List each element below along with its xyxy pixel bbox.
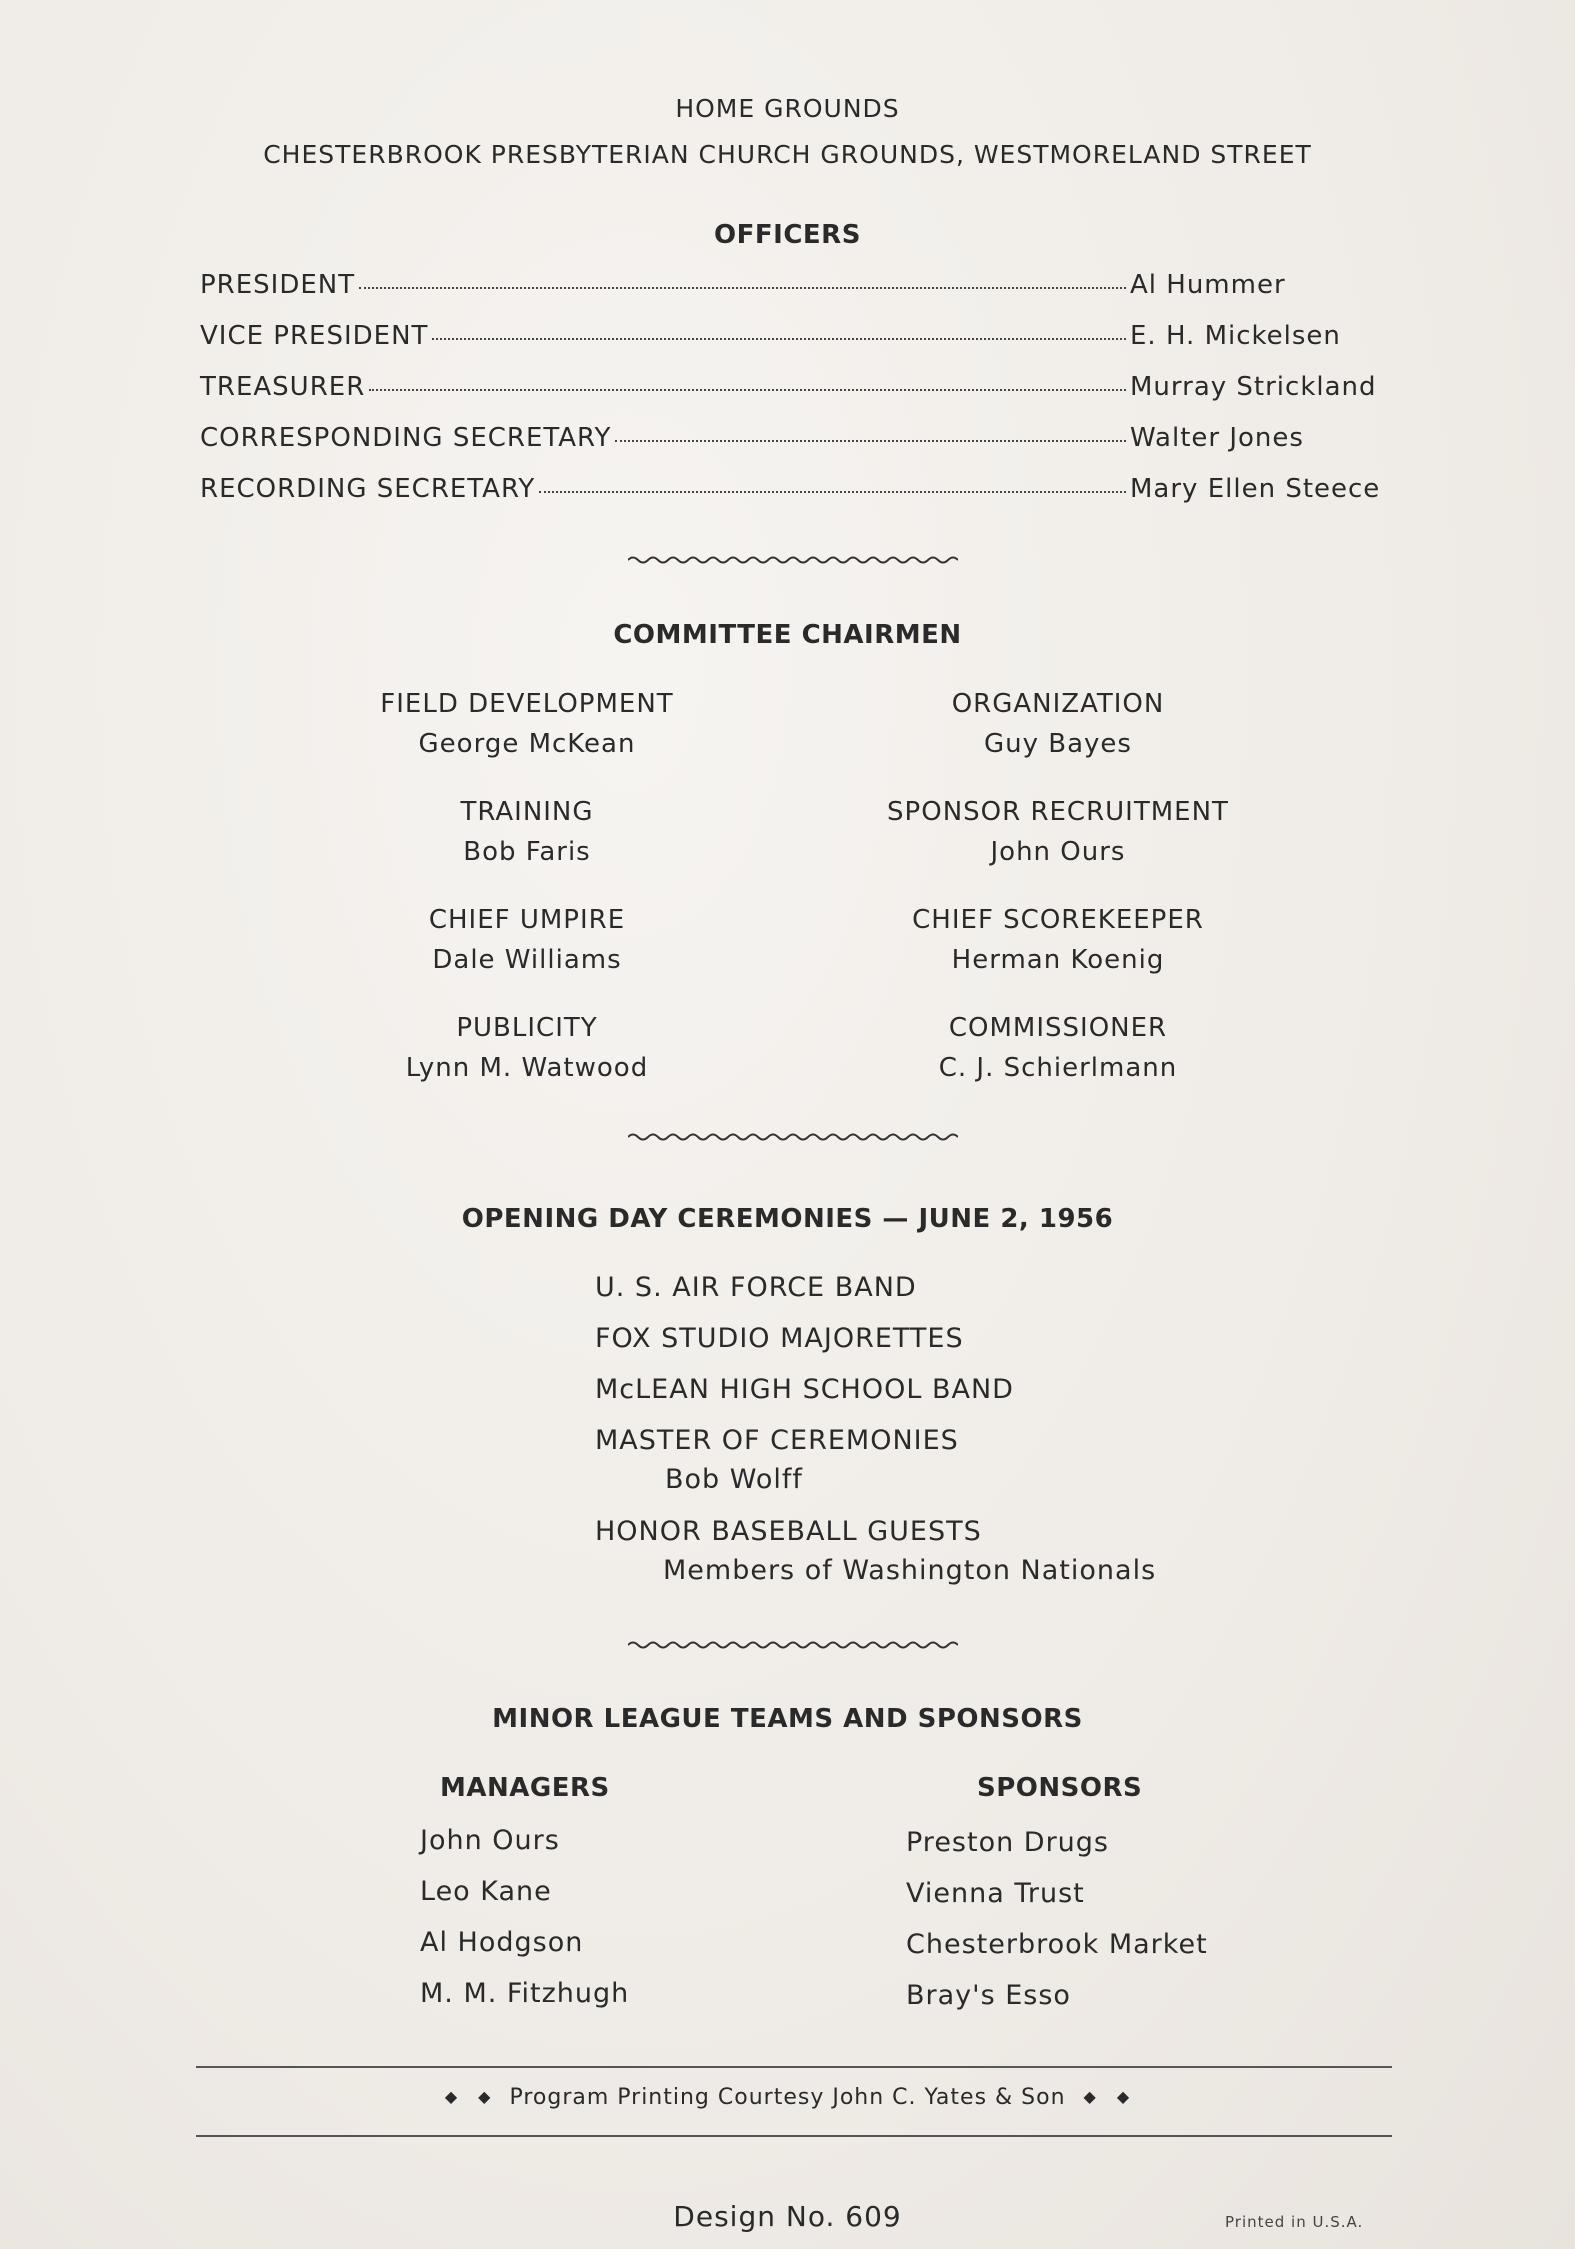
diamond-ornament-icon: ◆	[444, 2087, 459, 2106]
credit-text: Program Printing Courtesy John C. Yates & Son	[509, 2085, 1066, 2110]
committee-role: TRAINING	[460, 797, 594, 827]
sponsor-name: Chesterbrook Market	[906, 1929, 1208, 1960]
ceremony-sub: Bob Wolff	[665, 1464, 803, 1495]
leader-dots	[369, 389, 1126, 391]
committee-role: ORGANIZATION	[951, 689, 1165, 719]
leader-dots	[615, 440, 1126, 442]
leader-dots	[432, 338, 1126, 340]
committee-name: George McKean	[418, 729, 636, 759]
manager-name: M. M. Fitzhugh	[420, 1978, 630, 2009]
footer-rule-top	[196, 2066, 1392, 2068]
officer-role: PRESIDENT	[200, 270, 356, 300]
opening-day-title: OPENING DAY CEREMONIES — JUNE 2, 1956	[461, 1204, 1114, 1234]
design-number: Design No. 609	[673, 2200, 902, 2233]
committee-role: CHIEF SCOREKEEPER	[912, 905, 1204, 935]
committee-name: C. J. Schierlmann	[938, 1053, 1178, 1083]
ceremony-item: McLEAN HIGH SCHOOL BAND	[595, 1374, 1014, 1405]
committee-entry	[277, 792, 777, 872]
diamond-ornament-icon: ◆	[1116, 2087, 1131, 2106]
manager-name: John Ours	[420, 1825, 560, 1856]
committee-name: John Ours	[990, 837, 1126, 867]
committee-entry	[277, 684, 777, 764]
committee-role: PUBLICITY	[456, 1013, 598, 1043]
manager-name: Leo Kane	[420, 1876, 552, 1907]
squiggle-divider	[628, 1638, 958, 1652]
committee-entry	[277, 1008, 777, 1088]
diamond-ornament-icon: ◆	[478, 2087, 492, 2106]
officer-role: RECORDING SECRETARY	[200, 474, 536, 504]
committee-role: CHIEF UMPIRE	[428, 905, 626, 935]
officer-name: Walter Jones	[1130, 423, 1304, 453]
printed-in-usa: Printed in U.S.A.	[1225, 2213, 1364, 2231]
ceremony-item: U. S. AIR FORCE BAND	[595, 1272, 917, 1303]
ceremony-item: MASTER OF CEREMONIES	[595, 1425, 959, 1456]
sponsor-name: Vienna Trust	[906, 1878, 1085, 1909]
sponsor-name: Bray's Esso	[906, 1980, 1071, 2011]
committee-title: COMMITTEE CHAIRMEN	[613, 620, 962, 650]
footer-rule-bottom	[196, 2135, 1392, 2137]
committee-entry	[808, 900, 1308, 980]
home-grounds-location: CHESTERBROOK PRESBYTERIAN CHURCH GROUNDS, WESTMORELAND STREET	[263, 140, 1312, 169]
managers-heading: MANAGERS	[440, 1773, 610, 1803]
committee-name: Lynn M. Watwood	[405, 1053, 649, 1083]
committee-name: Bob Faris	[463, 837, 591, 867]
officers-title: OFFICERS	[714, 220, 861, 250]
sponsors-heading: SPONSORS	[977, 1773, 1143, 1803]
officer-name: Mary Ellen Steece	[1130, 474, 1381, 504]
committee-entry	[277, 900, 777, 980]
officer-name: Al Hummer	[1130, 270, 1286, 300]
officer-role: CORRESPONDING SECRETARY	[200, 423, 612, 453]
committee-entry	[808, 684, 1308, 764]
officer-row	[200, 321, 1400, 355]
leader-dots	[359, 287, 1126, 289]
committee-role: COMMISSIONER	[948, 1013, 1168, 1043]
committee-name: Herman Koenig	[951, 945, 1165, 975]
squiggle-divider	[628, 553, 958, 567]
officer-row	[200, 270, 1400, 304]
manager-name: Al Hodgson	[420, 1927, 584, 1958]
minor-league-title: MINOR LEAGUE TEAMS AND SPONSORS	[492, 1704, 1083, 1734]
committee-name: Dale Williams	[432, 945, 622, 975]
officer-row	[200, 372, 1400, 406]
officer-name: E. H. Mickelsen	[1130, 321, 1341, 351]
squiggle-divider	[628, 1130, 958, 1144]
officer-role: TREASURER	[200, 372, 366, 402]
committee-entry	[808, 1008, 1308, 1088]
officer-row	[200, 474, 1400, 508]
diamond-ornament-icon: ◆	[1083, 2087, 1097, 2106]
ceremony-sub: Members of Washington Nationals	[663, 1555, 1157, 1586]
committee-role: SPONSOR RECRUITMENT	[887, 797, 1229, 827]
leader-dots	[539, 491, 1126, 493]
officer-name: Murray Strickland	[1130, 372, 1377, 402]
ceremony-item: HONOR BASEBALL GUESTS	[595, 1516, 982, 1547]
printing-credit	[0, 2085, 1575, 2110]
ceremony-item: FOX STUDIO MAJORETTES	[595, 1323, 964, 1354]
committee-role: FIELD DEVELOPMENT	[380, 689, 674, 719]
committee-entry	[808, 792, 1308, 872]
sponsor-name: Preston Drugs	[906, 1827, 1110, 1858]
officer-row	[200, 423, 1400, 457]
officer-role: VICE PRESIDENT	[200, 321, 429, 351]
home-grounds-title: HOME GROUNDS	[675, 94, 900, 123]
committee-name: Guy Bayes	[984, 729, 1132, 759]
